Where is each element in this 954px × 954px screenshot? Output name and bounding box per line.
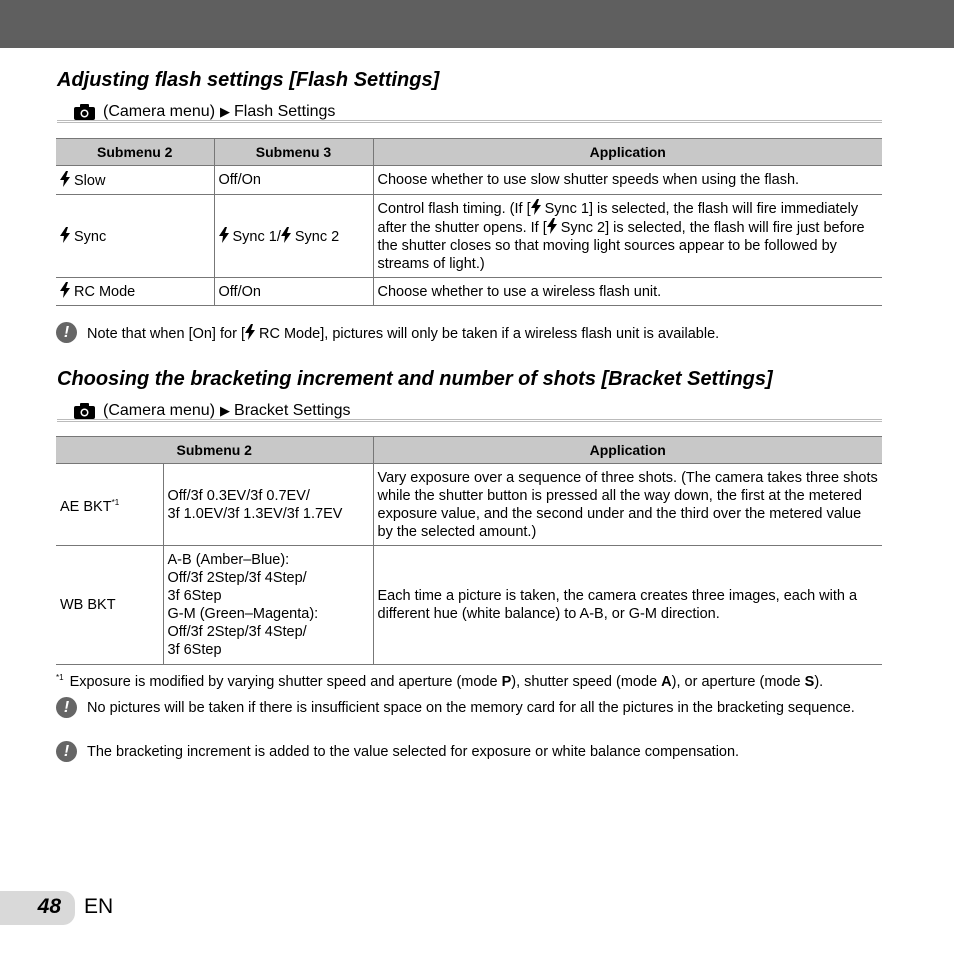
cell-text: Control flash timing. (If [ <box>377 201 531 217</box>
table-cell <box>56 278 214 306</box>
flash-icon <box>219 227 229 243</box>
column-header: Application <box>373 437 882 464</box>
camera-icon <box>74 403 95 419</box>
page-number: 48 <box>37 895 61 918</box>
cell-text: Slow <box>74 172 106 189</box>
menu-path-prefix: (Camera menu) <box>103 402 216 419</box>
table-cell: Choose whether to use slow shutter speeds when using the flash. <box>373 166 882 195</box>
table-cell <box>56 166 214 195</box>
mode-letter: S <box>804 674 815 690</box>
option-line: 3f 1.0EV/3f 1.3EV/3f 1.7EV <box>167 505 343 522</box>
option-line: Off/3f 0.3EV/3f 0.7EV/ <box>167 487 310 504</box>
menu-path-item: Flash Settings <box>234 103 336 120</box>
note-increment <box>56 741 882 762</box>
table-cell <box>163 464 373 546</box>
cell-text: Sync 1/ <box>232 228 281 245</box>
caution-icon: ! <box>56 697 77 718</box>
cell-text: Sync 2] is selected, the flash will fire just before the shutter closes so that moving light sources appear to be followed by streams of light.) <box>377 220 865 272</box>
menu-path-flash <box>74 103 335 121</box>
table-row <box>56 464 882 546</box>
camera-icon <box>74 104 95 120</box>
option-line: 3f 6Step <box>167 588 222 604</box>
table-cell: Off/On <box>214 166 373 195</box>
flash-icon <box>60 171 70 187</box>
table-cell: Choose whether to use a wireless flash unit. <box>373 278 882 306</box>
arrow-right-icon: ▶ <box>220 104 231 119</box>
footnote-text: ). <box>814 674 824 690</box>
footnote-text: ), shutter speed (mode <box>511 674 662 690</box>
caution-icon: ! <box>56 741 77 762</box>
mode-letter: P <box>501 674 512 690</box>
column-header: Submenu 2 <box>56 437 373 464</box>
table-cell <box>373 195 882 278</box>
note-text: No pictures will be taken if there is insufficient space on the memory card for all the pictures in the bracketing sequence. <box>87 700 855 716</box>
language-label: EN <box>84 895 114 918</box>
flash-icon <box>531 199 541 215</box>
note-text: The bracketing increment is added to the value selected for exposure or white balance compensation. <box>87 744 740 760</box>
table-row <box>56 278 882 306</box>
page-number-tab <box>0 891 75 925</box>
table-cell <box>163 546 373 665</box>
table-cell <box>56 464 163 546</box>
note-rc-mode <box>56 322 882 343</box>
table-cell <box>214 195 373 278</box>
flash-icon <box>60 227 70 243</box>
top-header-bar <box>0 0 954 48</box>
option-line: Off/3f 2Step/3f 4Step/ <box>167 624 307 640</box>
mode-letter: A <box>661 674 672 690</box>
menu-path-item: Bracket Settings <box>234 402 351 419</box>
section-title-bracket-settings: Choosing the bracketing increment and number of shots [Bracket Settings] <box>57 368 773 390</box>
note-text <box>87 322 719 343</box>
column-header: Submenu 2 <box>56 139 214 166</box>
table-cell: Vary exposure over a sequence of three shots. (The camera takes three shots while the shutter button is pressed all the way down, the first at the metered exposure value, and the second under and the third over the metered value by the selected amount.) <box>373 464 882 546</box>
divider <box>57 419 882 422</box>
cell-text: AE BKT <box>60 498 112 515</box>
cell-text: Sync 2 <box>294 228 340 245</box>
flash-icon <box>547 218 557 234</box>
table-row <box>56 546 882 665</box>
option-line: 3f 6Step <box>167 642 222 658</box>
cell-text: Sync <box>74 228 107 245</box>
footnote <box>56 673 823 690</box>
menu-path-bracket <box>74 402 351 420</box>
table-cell: WB BKT <box>56 546 163 665</box>
flash-icon <box>281 227 291 243</box>
table-header-row <box>56 437 882 464</box>
column-header: Application <box>373 139 882 166</box>
footnote-text: ), or aperture (mode <box>671 674 805 690</box>
option-line: A-B (Amber–Blue): <box>167 552 290 568</box>
table-cell: Each time a picture is taken, the camera creates three images, each with a different hue (white balance) to A-B, or G-M direction. <box>373 546 882 665</box>
divider <box>57 120 882 123</box>
caution-icon: ! <box>56 322 77 343</box>
arrow-right-icon: ▶ <box>220 403 231 418</box>
table-row <box>56 195 882 278</box>
table-cell: Off/On <box>214 278 373 306</box>
note-text-part: RC Mode], pictures will only be taken if a wireless flash unit is available. <box>258 326 720 342</box>
footnote-ref: *1 <box>111 497 120 507</box>
note-memory <box>56 697 882 718</box>
footnote-text: Exposure is modified by varying shutter speed and aperture (mode <box>69 674 502 690</box>
bracket-settings-table <box>56 436 882 665</box>
flash-settings-table <box>56 138 882 306</box>
column-header: Submenu 3 <box>214 139 373 166</box>
table-row <box>56 166 882 195</box>
option-line: G-M (Green–Magenta): <box>167 606 319 622</box>
cell-text: RC Mode <box>74 284 136 300</box>
option-line: Off/3f 2Step/3f 4Step/ <box>167 570 307 586</box>
cell-text: Sync 1] is selected, the flash will fire immediately after the shutter opens. If [ <box>377 201 859 236</box>
note-text-part: Note that when [On] for [ <box>87 326 245 342</box>
section-title-flash-settings: Adjusting flash settings [Flash Settings] <box>57 69 440 91</box>
table-header-row <box>56 139 882 166</box>
footnote-marker: *1 <box>56 673 64 682</box>
menu-path-prefix: (Camera menu) <box>103 103 216 120</box>
flash-icon <box>245 324 255 340</box>
flash-icon <box>60 282 70 298</box>
table-cell <box>56 195 214 278</box>
